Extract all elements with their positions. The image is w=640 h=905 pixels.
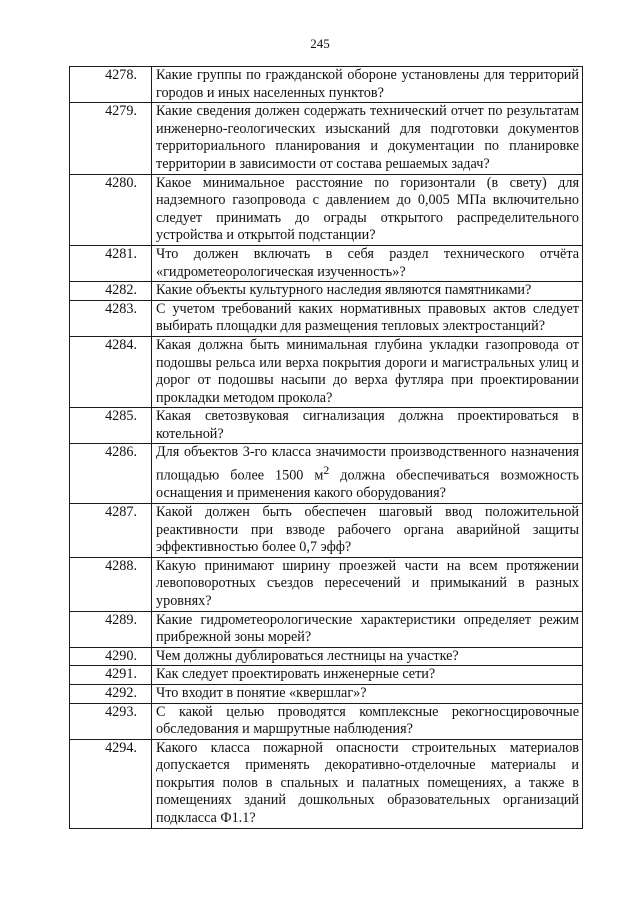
table-row bbox=[70, 444, 583, 504]
question-number: 4287. bbox=[70, 503, 152, 557]
question-number: 4294. bbox=[70, 739, 152, 828]
question-number: 4290. bbox=[70, 647, 152, 666]
question-number: 4292. bbox=[70, 684, 152, 703]
table-row bbox=[70, 67, 583, 103]
question-text: Какая должна быть минимальная глубина укладки газопровода от подошвы рельса или верха покрытия дороги и магистральных улиц и дорог от подошвы насыпи до верха футляра при проектировании прокладки методом прокола? bbox=[152, 336, 583, 407]
question-number: 4284. bbox=[70, 336, 152, 407]
table-row bbox=[70, 103, 583, 174]
question-number: 4293. bbox=[70, 703, 152, 739]
question-text: С учетом требований каких нормативных правовых актов следует выбирать площадки для размещения тепловых электростанций? bbox=[152, 300, 583, 336]
table-row bbox=[70, 503, 583, 557]
table-row bbox=[70, 647, 583, 666]
question-number: 4280. bbox=[70, 174, 152, 245]
table-row bbox=[70, 666, 583, 685]
question-text: Какие группы по гражданской обороне установлены для территорий городов и иных населенных пунктов? bbox=[152, 67, 583, 103]
question-number: 4278. bbox=[70, 67, 152, 103]
question-text: Что должен включать в себя раздел технического отчёта «гидрометеорологическая изученность»? bbox=[152, 245, 583, 281]
table-row bbox=[70, 557, 583, 611]
question-number: 4281. bbox=[70, 245, 152, 281]
question-number: 4289. bbox=[70, 611, 152, 647]
table-row bbox=[70, 174, 583, 245]
question-text: Какие сведения должен содержать технический отчет по результатам инженерно-геологических изысканий для подготовки документов территориального планирования и документации по планировке территории в зависимости от состава решаемых задач? bbox=[152, 103, 583, 174]
question-text: Чем должны дублироваться лестницы на участке? bbox=[152, 647, 583, 666]
question-text-part: должна обеспечиваться возможность оснащения и применения какого оборудования? bbox=[156, 467, 579, 502]
table-row bbox=[70, 703, 583, 739]
question-number: 4285. bbox=[70, 408, 152, 444]
question-number: 4283. bbox=[70, 300, 152, 336]
table-row bbox=[70, 282, 583, 301]
question-number: 4286. bbox=[70, 444, 152, 504]
question-text: Какие объекты культурного наследия являются памятниками? bbox=[152, 282, 583, 301]
question-text: Как следует проектировать инженерные сети? bbox=[152, 666, 583, 685]
table-row bbox=[70, 245, 583, 281]
question-number: 4279. bbox=[70, 103, 152, 174]
superscript: 2 bbox=[323, 463, 330, 478]
question-text: Какие гидрометеорологические характеристики определяет режим прибрежной зоны морей? bbox=[152, 611, 583, 647]
question-text: Какую принимают ширину проезжей части на всем протяжении левоповоротных съездов пересечений и примыканий в разных уровнях? bbox=[152, 557, 583, 611]
question-number: 4282. bbox=[70, 282, 152, 301]
question-text: Какое минимальное расстояние по горизонтали (в свету) для надземного газопровода с давлением до 0,005 МПа включительно следует принимать до ограды открытого распределительного устройства и открытой подстанции? bbox=[152, 174, 583, 245]
question-text: С какой целью проводятся комплексные рекогносцировочные обследования и маршрутные наблюдения? bbox=[152, 703, 583, 739]
question-text bbox=[152, 444, 583, 504]
question-number: 4291. bbox=[70, 666, 152, 685]
table-row bbox=[70, 408, 583, 444]
question-text: Какой должен быть обеспечен шаговый ввод положительной реактивности при взводе рабочего органа аварийной защиты эффективностью более 0,7 эфф? bbox=[152, 503, 583, 557]
question-number: 4288. bbox=[70, 557, 152, 611]
question-text: Что входит в понятие «квершлаг»? bbox=[152, 684, 583, 703]
table-row bbox=[70, 336, 583, 407]
page-number: 245 bbox=[310, 36, 330, 51]
question-text-part: Для объектов 3-го класса значимости производственного назначения площадью более 1500 м bbox=[156, 444, 579, 484]
question-text: Какая светозвуковая сигнализация должна проектироваться в котельной? bbox=[152, 408, 583, 444]
table-row bbox=[70, 739, 583, 828]
question-text: Какого класса пожарной опасности строительных материалов допускается применять декоративно-отделочные материалы и покрытия полов в спальных и палатных помещениях, а также в помещениях зданий дошкольных образовательных организаций подкласса Ф1.1? bbox=[152, 739, 583, 828]
table-row bbox=[70, 611, 583, 647]
questions-table bbox=[69, 66, 583, 829]
table-row bbox=[70, 300, 583, 336]
table-row bbox=[70, 684, 583, 703]
